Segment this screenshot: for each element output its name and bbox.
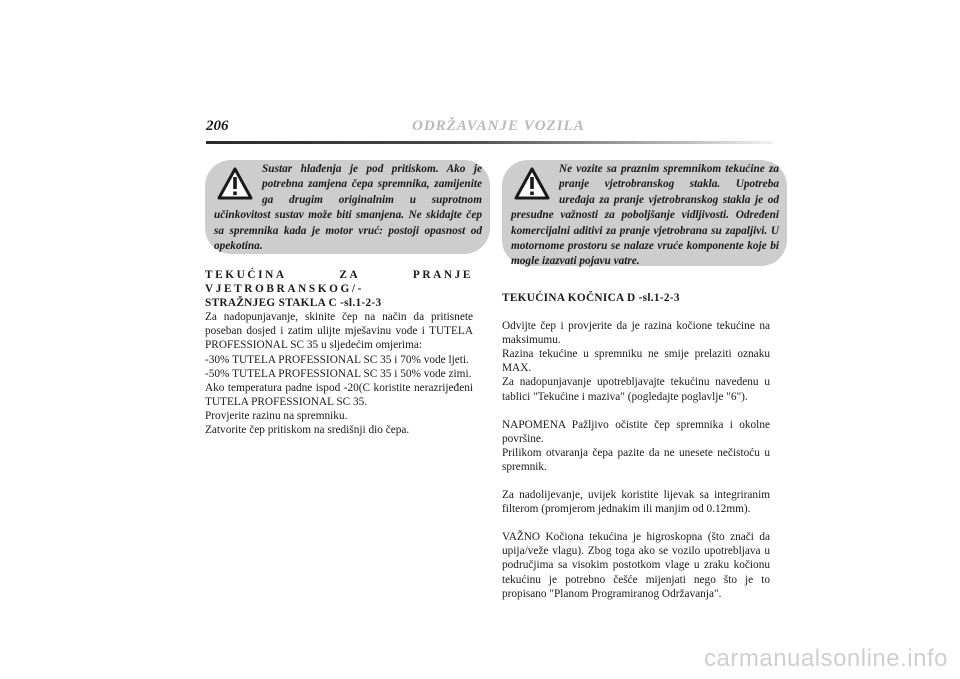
left-heading-line1: TEKUĆINA ZA PRANJE VJETROBRANSKOG/-: [205, 269, 473, 296]
right-paragraph: Za nadolijevanje, uvijek koristite lijevak sa integriranim filterom (promjerom jednakim ili manjim od 0.12mm).: [502, 489, 770, 516]
left-paragraph: Za nadopunjavanje, skinite čep na način da pritisnete poseban dosjed i zatim ulijte mješavinu vode i TUTELA PROFESSIONAL SC 35 u sljedećim omjerima:: [205, 311, 473, 352]
left-paragraph: Provjerite razinu na spremniku.: [205, 409, 348, 422]
right-paragraph: NAPOMENA Pažljivo očistite čep spremnika i okolne površine.: [502, 418, 770, 445]
warning-box-left: [205, 160, 490, 254]
warning-triangle-icon: [511, 162, 553, 204]
warning-left-text: Sustar hlađenja je pod pritiskom. Ako je potrebna zamjena čepa spremnika, zamijenite ga drugim originalnim u suprotnom učinkovitost sustav može biti smanjena. Ne skidajte čep sa spremnika kada je motor vruć: postoji opasnost od opekotina.: [214, 163, 482, 253]
watermark: carmanualsonline.info: [704, 645, 948, 672]
warning-right-text: Ne vozite sa praznim spremnikom tekućine za pranje vjetrobranskog stakla. Upotreba uređaja za pranje vjetrobranskog stakla je od presudne važnosti za poboljšanje vidljivosti. Određeni komercijalni aditivi za pranje vjetrobrana su zapaljivi. U motornome prostoru se nalaze vruće komponente koje bi mogle izazvati pojavu vatre.: [511, 163, 779, 268]
section-title: ODRŽAVANJE VOZILA: [412, 118, 585, 134]
right-paragraph: Prilikom otvaranja čepa pazite da ne unesete nečistoću u spremnik.: [502, 446, 770, 473]
left-paragraph: Zatvorite čep pritiskom na središnji dio čepa.: [205, 424, 410, 437]
right-column: [502, 291, 770, 601]
right-paragraph: VAŽNO Kočiona tekućina je higroskopna (što znači da upija/veže vlagu). Zbog toga ako se vozilo upotrebljava u područjima sa visokim postotkom vlage u zraku kočionu tekućinu je potrebno češće mijenjati nego što je to propisano "Planom Programiranog Održavanja".: [502, 531, 770, 600]
right-heading: TEKUĆINA KOČNICA D -sl.1-2-3: [502, 292, 680, 304]
right-paragraph: Za nadopunjavanje upotrebljavajte tekućinu navedenu u tablici "Tekućine i maziva" (pogledajte poglavlje "6").: [502, 376, 770, 403]
left-list-item: -30% TUTELA PROFESSIONAL SC 35 i 70% vode ljeti.: [205, 353, 469, 366]
page-number: 206: [206, 118, 229, 134]
right-paragraph: Razina tekućine u spremniku ne smije prelaziti oznaku MAX.: [502, 348, 770, 375]
left-paragraph: Ako temperatura padne ispod -20(C koristite nerazrijeđeni TUTELA PROFESSIONAL SC 35.: [205, 381, 473, 408]
warning-triangle-icon: [214, 162, 256, 204]
left-column: [205, 268, 473, 437]
left-heading-line2: STRAŽNJEG STAKLA C -sl.1-2-3: [205, 297, 382, 310]
right-paragraph: Odvijte čep i provjerite da je razina kočione tekućine na maksimumu.: [502, 320, 770, 347]
warning-box-right: [502, 160, 787, 266]
header-rule: [206, 141, 773, 144]
left-list-item: -50% TUTELA PROFESSIONAL SC 35 i 50% vode zimi.: [205, 367, 472, 380]
